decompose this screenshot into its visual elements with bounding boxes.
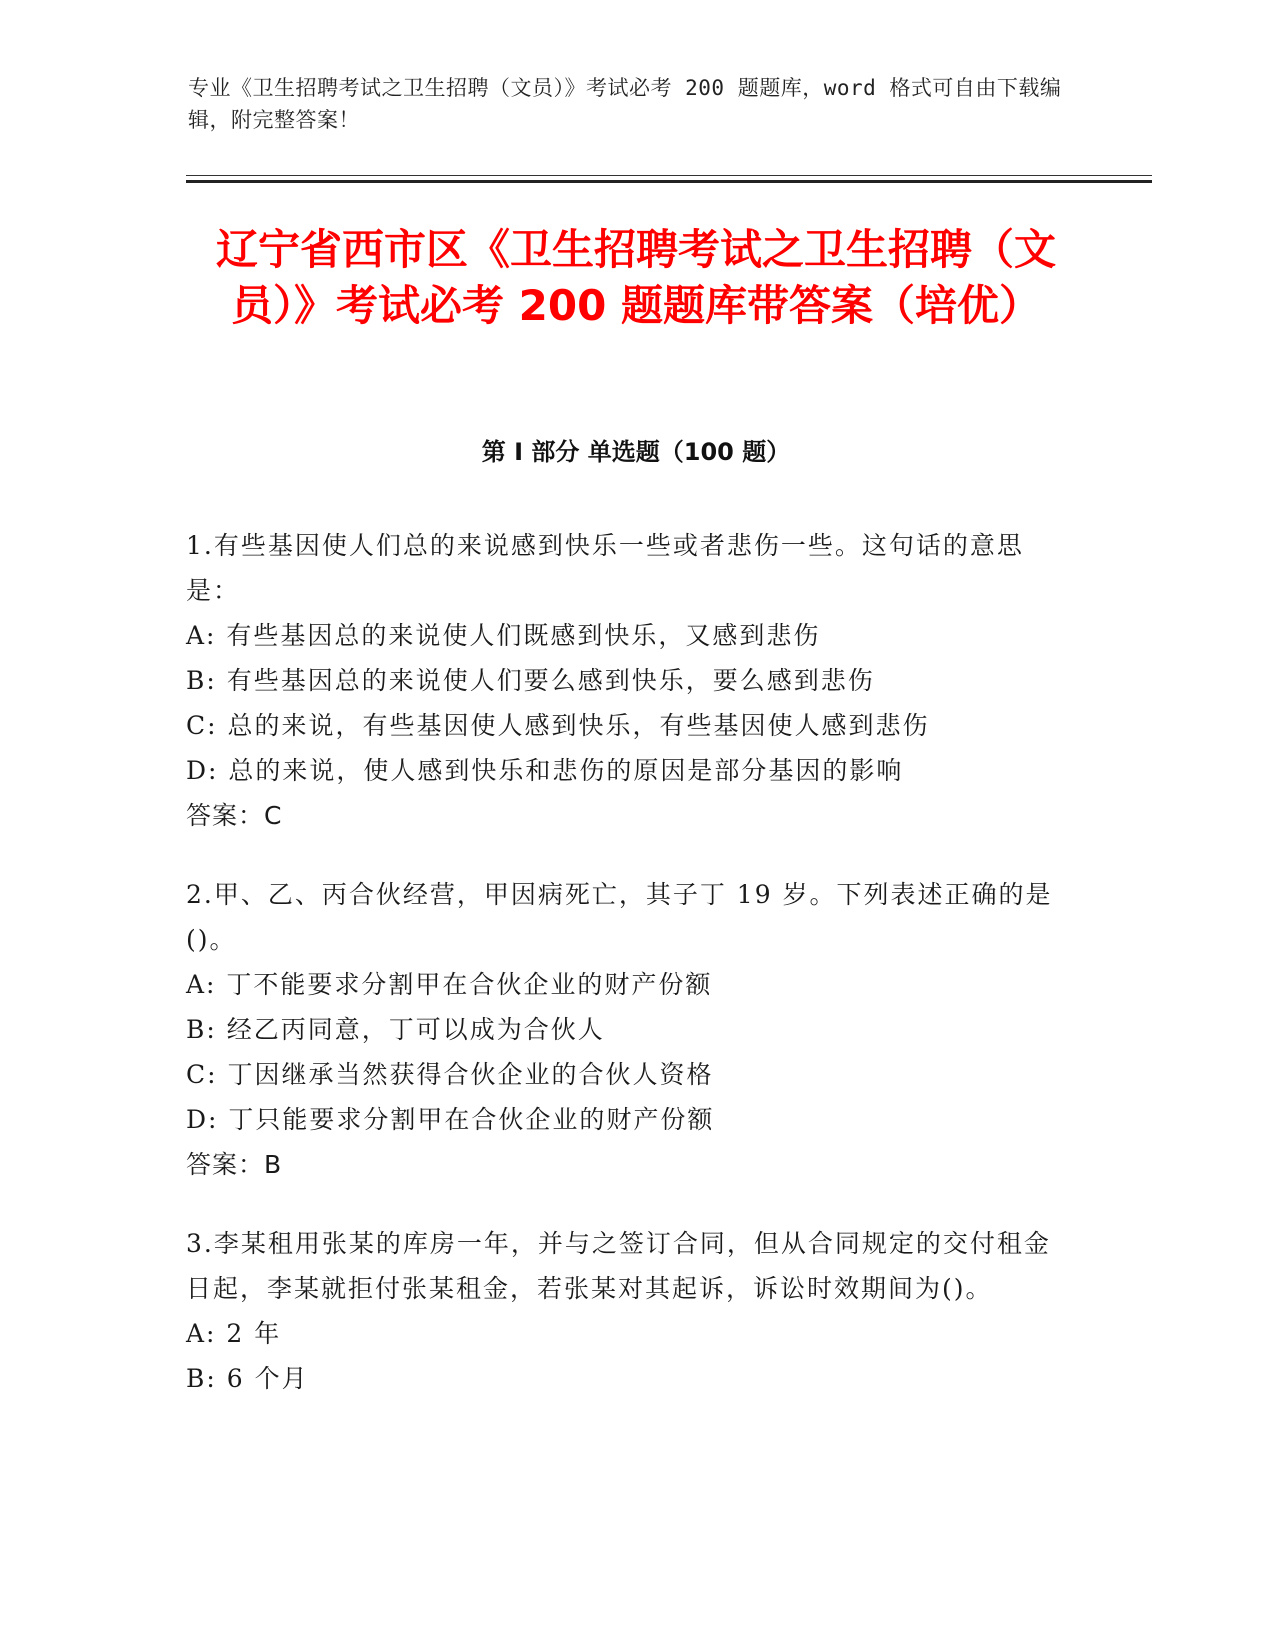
- header-divider-thin: [186, 175, 1152, 176]
- question-stem: 3.李某租用张某的库房一年，并与之签订合同，但从合同规定的交付租金日起，李某就拒付张某租金，若张某对其起诉，诉讼时效期间为()。: [186, 1229, 1051, 1303]
- question-2: [186, 872, 1066, 1187]
- header-note: 专业《卫生招聘考试之卫生招聘（文员）》考试必考 200 题题库，word 格式可自由下载编辑，附完整答案！: [188, 76, 1062, 132]
- answer: 答案：B: [186, 1150, 283, 1179]
- section-title: 第 I 部分 单选题（100 题）: [481, 438, 791, 466]
- option-a: A: 2 年: [186, 1319, 282, 1348]
- question-1: [186, 523, 1066, 838]
- header-divider-thick: [186, 180, 1152, 183]
- question-stem: 1.有些基因使人们总的来说感到快乐一些或者悲伤一些。这句话的意思是：: [186, 531, 1024, 605]
- option-c: C: 总的来说，有些基因使人感到快乐，有些基因使人感到悲伤: [186, 711, 930, 740]
- option-d: D: 总的来说，使人感到快乐和悲伤的原因是部分基因的影响: [186, 756, 904, 785]
- option-d: D: 丁只能要求分割甲在合伙企业的财产份额: [186, 1105, 715, 1134]
- option-a: A: 丁不能要求分割甲在合伙企业的财产份额: [186, 970, 713, 999]
- option-a: A: 有些基因总的来说使人们既感到快乐，又感到悲伤: [186, 621, 821, 650]
- question-3: [186, 1221, 1066, 1401]
- answer: 答案：C: [186, 801, 283, 830]
- option-b: B: 经乙丙同意，丁可以成为合伙人: [186, 1015, 605, 1044]
- question-stem: 2.甲、乙、丙合伙经营，甲因病死亡，其子丁 19 岁。下列表述正确的是()。: [186, 880, 1053, 954]
- document-title: 辽宁省西市区《卫生招聘考试之卫生招聘（文员）》考试必考 200 题题库带答案（培优）: [215, 225, 1056, 330]
- option-b: B: 6 个月: [186, 1364, 309, 1393]
- option-c: C: 丁因继承当然获得合伙企业的合伙人资格: [186, 1060, 714, 1089]
- option-b: B: 有些基因总的来说使人们要么感到快乐，要么感到悲伤: [186, 666, 875, 695]
